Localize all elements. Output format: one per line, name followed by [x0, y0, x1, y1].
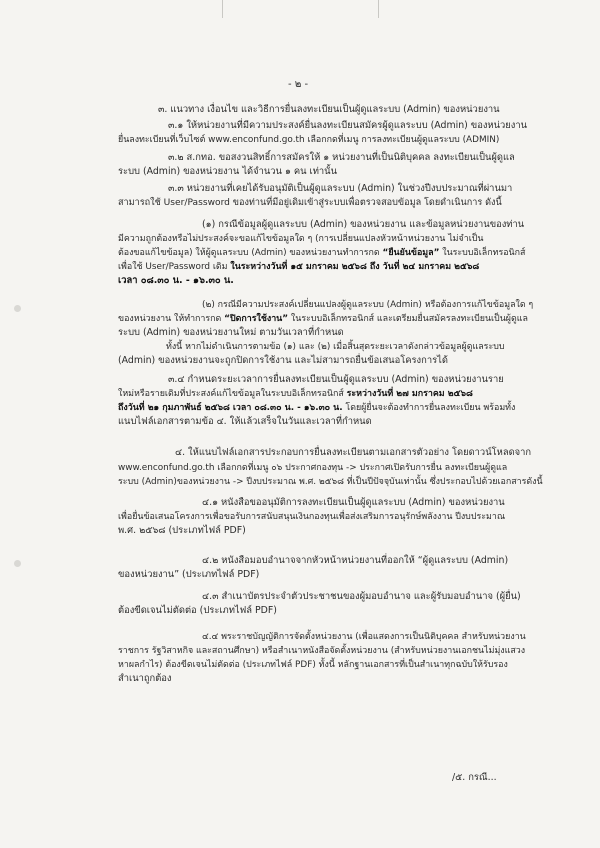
paragraph-line: [118, 275, 234, 287]
paragraph-text: ในระบบอิเล็กทรอนิกส์: [442, 248, 526, 258]
paragraph-line: [118, 247, 525, 259]
paragraph-text: ใหม่หรือรายเดิมที่ประสงค์แก้ไขข้อมูลในระบบอิเล็กทรอนิกส์: [118, 389, 344, 399]
paragraph-line: ของหน่วยงาน” (ประเภทไฟล์ PDF): [118, 569, 260, 580]
paragraph-line: ระบบ (Admin) ของหน่วยงานใหม่ ตามวันเวลาที่กำหนด: [118, 327, 344, 338]
paragraph-line: มีความถูกต้องหรือไม่ประสงค์จะขอแก้ไขข้อมูลใด ๆ (การเปลี่ยนแปลงหัวหน้าหน่วยงาน ไม่จำเป็น: [118, 234, 484, 244]
continuation-footer: /๕. กรณี...: [452, 772, 497, 783]
paragraph-line: ๓.๔ กำหนดระยะเวลาการยื่นลงทะเบียนเป็นผู้ดูแลระบบ (Admin) ของหน่วยงานราย: [168, 374, 504, 385]
section-heading: ๔. ให้แนบไฟล์เอกสารประกอบการยื่นลงทะเบียนตามเอกสารตัวอย่าง โดยดาวน์โหลดจาก: [175, 447, 532, 458]
page-number: - ๒ -: [288, 79, 309, 90]
paragraph-line: (๑) กรณีข้อมูลผู้ดูแลระบบ (Admin) ของหน่วยงาน และข้อมูลหน่วยงานของท่าน: [202, 219, 525, 230]
paragraph-text: ในระบบอิเล็กทรอนิกส์ และเตรียมยื่นสมัครลงทะเบียนเป็นผู้ดูแล: [290, 314, 528, 324]
date-range-highlight: ถึงวันที่ ๒๑ กุมภาพันธ์ ๒๕๖๘ เวลา ๐๘.๓๐ น. - ๑๖.๓๐ น.: [118, 403, 343, 413]
paragraph-line: [118, 388, 473, 400]
disable-keyword: “ปิดการใช้งาน”: [224, 314, 289, 324]
punch-hole: [14, 305, 21, 312]
paragraph-line: สามารถใช้ User/Password ของท่านที่มีอยู่เดิมเข้าสู่ระบบเพื่อตรวจสอบข้อมูล โดยดำเนินการ ดังนี้: [118, 198, 502, 208]
paragraph-line: พ.ศ. ๒๕๖๘ (ประเภทไฟล์ PDF): [118, 525, 246, 536]
paragraph-line: ๓.๒ ส.กทอ. ขอสงวนสิทธิ์การสมัครให้ ๑ หน่วยงานที่เป็นนิติบุคคล ลงทะเบียนเป็นผู้ดูแล: [168, 152, 515, 163]
time-range-highlight: เวลา ๐๘.๓๐ น. - ๑๖.๓๐ น.: [118, 275, 234, 286]
paragraph-line: ต้องขีดเจนไม่ตัดต่อ (ประเภทไฟล์ PDF): [118, 605, 277, 616]
scan-mark: [222, 0, 223, 18]
paragraph-line: ราชการ รัฐวิสาหกิจ และสถานศึกษา) หรือสำเนาหนังสือจัดตั้งหน่วยงาน (สำหรับหน่วยงานเอกชนไม่มุ่งแสวง: [118, 646, 526, 656]
paragraph-line: ๓.๑ ให้หน่วยงานที่มีความประสงค์ยื่นลงทะเบียนสมัครผู้ดูแลระบบ (Admin) ของหน่วยงาน: [168, 120, 528, 131]
paragraph-text: ต้องขอแก้ไขข้อมูล) ให้ผู้ดูแลระบบ (Admin) ของหน่วยงานทำการกด: [118, 248, 380, 258]
date-range-highlight: ระหว่างวันที่ ๒๗ มกราคม ๒๕๖๘: [346, 389, 473, 399]
paragraph-line: ๔.๒ หนังสือมอบอำนาจจากหัวหน้าหน่วยงานที่ออกให้ “ผู้ดูแลระบบ (Admin): [202, 555, 509, 566]
paragraph-line: ๔.๑ หนังสือขออนุมัติการลงทะเบียนเป็นผู้ดูแลระบบ (Admin) ของหน่วยงาน: [202, 497, 505, 508]
paragraph-line: ๔.๔ พระราชบัญญัติการจัดตั้งหน่วยงาน (เพื่อแสดงการเป็นนิติบุคคล สำหรับหน่วยงาน: [202, 632, 526, 642]
paragraph-line: ระบบ (Admin) ของหน่วยงาน ได้จำนวน ๑ คน เท่านั้น: [118, 166, 337, 177]
paragraph-text: ของหน่วยงาน ให้ทำการกด: [118, 314, 222, 324]
paragraph-line: ทั้งนี้ หากไม่ดำเนินการตามข้อ (๑) และ (๒) เมื่อสิ้นสุดระยะเวลาดังกล่าวข้อมูลผู้ดูแลระบบ: [166, 342, 505, 352]
paragraph-line: ยื่นลงทะเบียนที่เว็บไซต์ www.enconfund.go.th เลือกกดที่เมนู การลงทะเบียนผู้ดูแลระบบ (ADMIN): [118, 135, 500, 145]
paragraph-line: (Admin) ของหน่วยงานจะถูกปิดการใช้งาน และไม่สามารถยื่นข้อเสนอโครงการได้: [118, 355, 448, 366]
section-heading: ๓. แนวทาง เงื่อนไข และวิธีการยื่นลงทะเบียนเป็นผู้ดูแลระบบ (Admin) ของหน่วยงาน: [158, 104, 500, 115]
confirm-data-keyword: “ยืนยันข้อมูล”: [382, 248, 440, 258]
paragraph-line: www.enconfund.go.th เลือกกดที่เมนู ๐๖ ประกาศกองทุน -> ประกาศเปิดรับการยื่น ลงทะเบียนผู้ดูแล: [118, 463, 508, 473]
paragraph-line: (๒) กรณีมีความประสงค์เปลี่ยนแปลงผู้ดูแลระบบ (Admin) หรือต้องการแก้ไขข้อมูลใด ๆ: [202, 300, 534, 310]
paragraph-line: ๔.๓ สำเนาบัตรประจำตัวประชาชนของผู้มอบอำนาจ และผู้รับมอบอำนาจ (ผู้ยื่น): [202, 591, 521, 602]
date-range-highlight: ในระหว่างวันที่ ๑๕ มกราคม ๒๕๖๘ ถึง วันที่ ๒๔ มกราคม ๒๕๖๘: [230, 262, 480, 272]
paragraph-line: สำเนาถูกต้อง: [118, 673, 172, 684]
paragraph-text: เพื่อใช้ User/Password เดิม: [118, 262, 228, 272]
paragraph-text: โดยผู้ยื่นจะต้องทำการยื่นลงทะเบียน พร้อมทั้ง: [345, 403, 516, 413]
paragraph-line: หาผลกำไร) ต้องขีดเจนไม่ตัดต่อ (ประเภทไฟล์ PDF) ทั้งนี้ หลักฐานเอกสารที่เป็นสำเนาทุกฉบับให้รับรอง: [118, 660, 508, 670]
paragraph-line: [118, 261, 479, 273]
paragraph-line: [118, 402, 515, 414]
paragraph-line: ๓.๓ หน่วยงานที่เคยได้รับอนุมัติเป็นผู้ดูแลระบบ (Admin) ในช่วงปีงบประมาณที่ผ่านมา: [168, 183, 513, 194]
paragraph-line: ระบบ (Admin)ของหน่วยงาน -> ปีงบประมาณ พ.ศ. ๒๕๖๘ ที่เป็นปีปัจจุบันเท่านั้น ซึ่งประกอบไปด้วยเอกสารดังนี้: [118, 477, 543, 487]
scan-mark: [378, 0, 379, 18]
paragraph-line: เพื่อยื่นข้อเสนอโครงการเพื่อขอรับการสนับสนุนเงินกองทุนเพื่อส่งเสริมการอนุรักษ์พลังงาน ปีงบประมาณ: [118, 512, 506, 522]
paragraph-line: [118, 313, 528, 325]
paragraph-line: แนบไฟล์เอกสารตามข้อ ๔. ให้แล้วเสร็จในวันและเวลาที่กำหนด: [118, 416, 372, 427]
punch-hole: [14, 560, 21, 567]
